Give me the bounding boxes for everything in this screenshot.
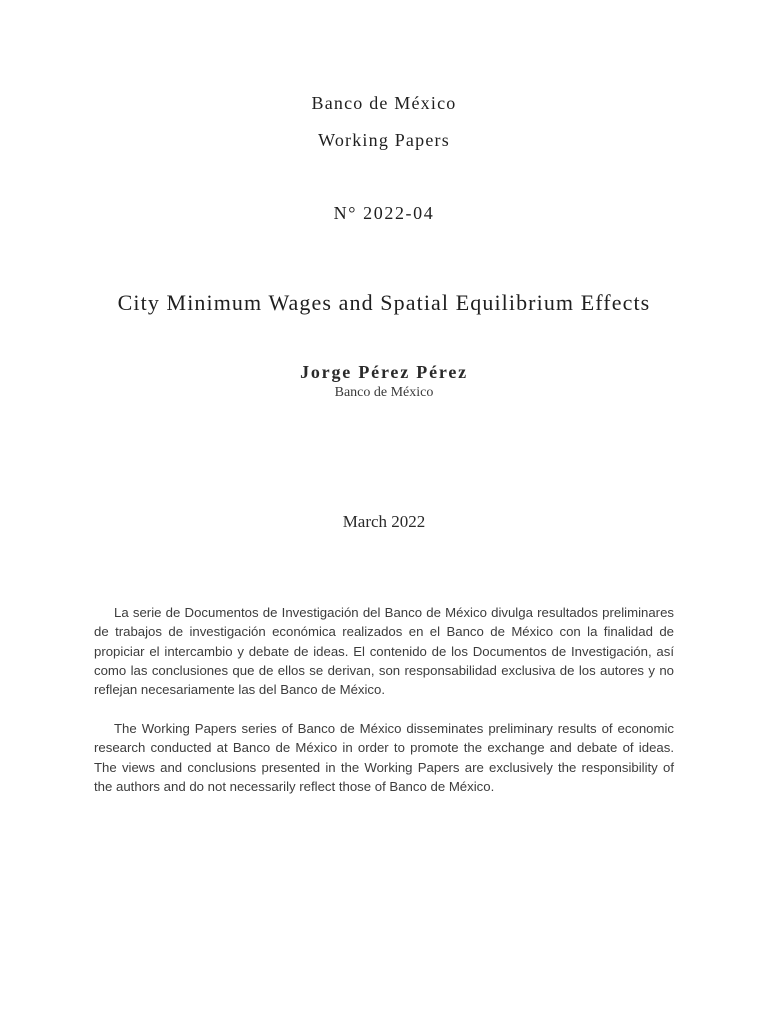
author-affiliation: Banco de México [334, 385, 434, 400]
paper-number: N° 2022-04 [333, 203, 435, 223]
institution-name: Banco de México [311, 93, 457, 113]
series-name: Working Papers [318, 130, 450, 150]
paper-title: City Minimum Wages and Spatial Equilibrium Effects [117, 290, 651, 315]
publication-date: March 2022 [342, 512, 426, 531]
author-name: Jorge Pérez Pérez [300, 362, 468, 382]
disclaimer-english: The Working Papers series of Banco de México disseminates preliminary results of economic research conducted at Banco de México in order to promote the exchange and debate of ideas. The views and conclusions presented in the Working Papers are exclusively the responsibility of the authors and do not necessarily reflect those of Banco de México. [94, 721, 674, 794]
disclaimer-spanish: La serie de Documentos de Investigación del Banco de México divulga resultados preliminares de trabajos de investigación económica realizados en el Banco de México con la finalidad de propiciar el intercambio y debate de ideas. El contenido de los Documentos de Investigación, así como las conclusiones que de ellos se derivan, son responsabilidad exclusiva de los autores y no reflejan necesariamente las del Banco de México. [94, 605, 674, 698]
